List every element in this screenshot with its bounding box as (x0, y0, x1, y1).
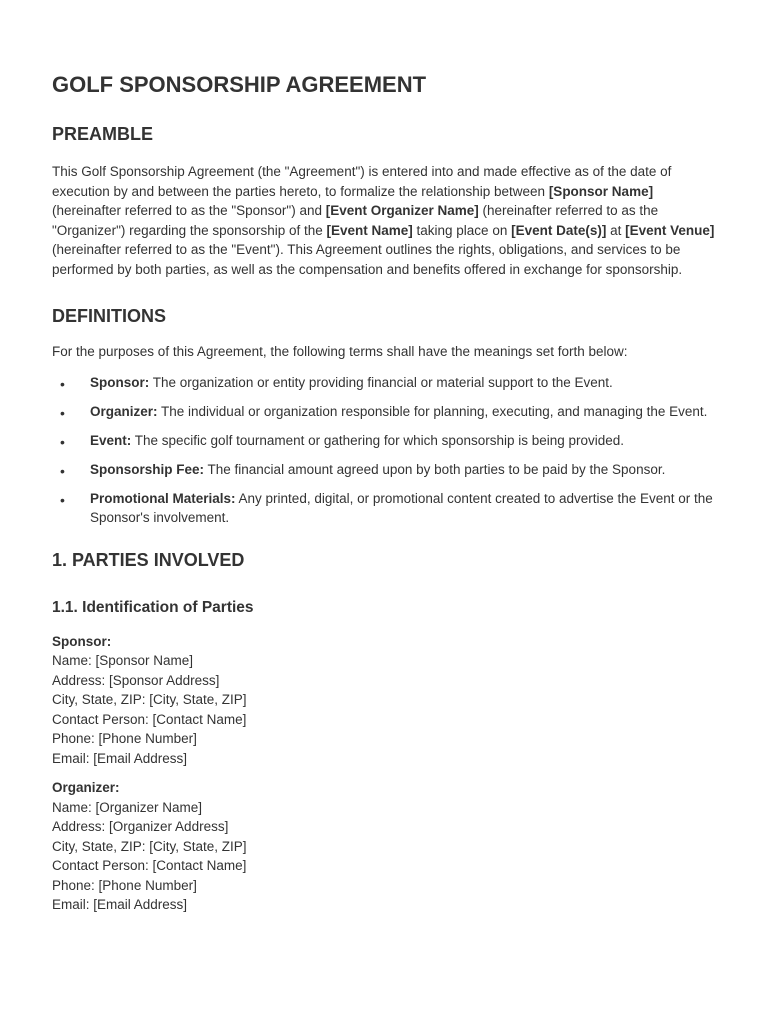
sponsor-name-placeholder: [Sponsor Name] (548, 183, 654, 199)
bullet-icon: • (60, 404, 65, 421)
sponsor-address-line: Address: [Sponsor Address] (52, 672, 220, 688)
organizer-name-placeholder: [Event Organizer Name] (325, 203, 479, 218)
organizer-phone-line: Phone: [Phone Number] (52, 877, 197, 893)
organizer-label: Organizer: (52, 780, 120, 795)
definitions-heading: DEFINITIONS (52, 306, 167, 326)
parties-heading: 1. PARTIES INVOLVED (52, 549, 245, 570)
preamble-paragraph (52, 162, 720, 279)
preamble-text-2: (hereinafter referred to as the "Sponsor") and (52, 203, 326, 218)
definition-item (52, 489, 720, 528)
organizer-block (52, 778, 720, 915)
definition-term: Organizer: (90, 403, 158, 419)
preamble-text-6: (hereinafter referred to as the "Event"). This Agreement outlines the rights, obligations, and services to be performed by both parties, as well as the compensation and benefits offered in exchange for sponsorship. (52, 242, 683, 277)
bullet-icon: • (60, 491, 65, 508)
definition-text: Any printed, digital, or promotional content created to advertise the Event or the Sponsor's involvement. (90, 490, 713, 525)
sponsor-contact-line: Contact Person: [Contact Name] (52, 711, 247, 727)
organizer-name-line: Name: [Organizer Name] (52, 799, 203, 815)
sponsor-name-line: Name: [Sponsor Name] (52, 653, 194, 668)
identification-subheading: 1.1. Identification of Parties (52, 598, 254, 616)
definition-item (52, 402, 720, 422)
bullet-icon: • (60, 375, 65, 392)
preamble-text-1: This Golf Sponsorship Agreement (the "Agreement") is entered into and made effective as of the date of execution by and between the parties hereto, to formalize the relationship between (52, 164, 672, 199)
organizer-city-line: City, State, ZIP: [City, State, ZIP] (52, 838, 247, 854)
preamble-text-5: at (606, 222, 626, 238)
definition-text: The organization or entity providing financial or material support to the Event. (149, 374, 613, 390)
bullet-icon: • (60, 462, 65, 479)
definition-item (52, 373, 720, 393)
definitions-list (52, 373, 720, 528)
preamble-text-4: taking place on (412, 222, 512, 238)
definition-item (52, 431, 720, 451)
definition-term: Promotional Materials: (90, 490, 236, 506)
organizer-email-line: Email: [Email Address] (52, 897, 188, 912)
sponsor-email-line: Email: [Email Address] (52, 750, 188, 766)
organizer-contact-line: Contact Person: [Contact Name] (52, 858, 247, 873)
sponsor-label: Sponsor: (52, 633, 112, 649)
event-venue-placeholder: [Event Venue] (625, 222, 715, 238)
definition-text: The specific golf tournament or gathering for which sponsorship is being provided. (131, 432, 625, 448)
definition-term: Sponsorship Fee: (90, 461, 205, 477)
definition-text: The financial amount agreed upon by both parties to be paid by the Sponsor. (204, 461, 666, 477)
definition-text: The individual or organization responsible for planning, executing, and managing the Event. (157, 403, 708, 419)
preamble-heading: PREAMBLE (52, 124, 154, 144)
sponsor-phone-line: Phone: [Phone Number] (52, 731, 197, 746)
organizer-address-line: Address: [Organizer Address] (52, 819, 229, 834)
event-name-placeholder: [Event Name] (326, 222, 413, 238)
definitions-intro: For the purposes of this Agreement, the following terms shall have the meanings set forth below: (52, 344, 628, 359)
document-title: GOLF SPONSORSHIP AGREEMENT (52, 72, 427, 97)
sponsor-block (52, 632, 720, 769)
sponsor-city-line: City, State, ZIP: [City, State, ZIP] (52, 692, 247, 707)
preamble-text-3: (hereinafter referred to as the "Organizer") regarding the sponsorship of the (52, 203, 659, 238)
definition-term: Event: (90, 432, 132, 448)
bullet-icon: • (60, 433, 65, 450)
definition-term: Sponsor: (90, 374, 150, 390)
definition-item (52, 460, 720, 480)
event-date-placeholder: [Event Date(s)] (511, 222, 607, 238)
